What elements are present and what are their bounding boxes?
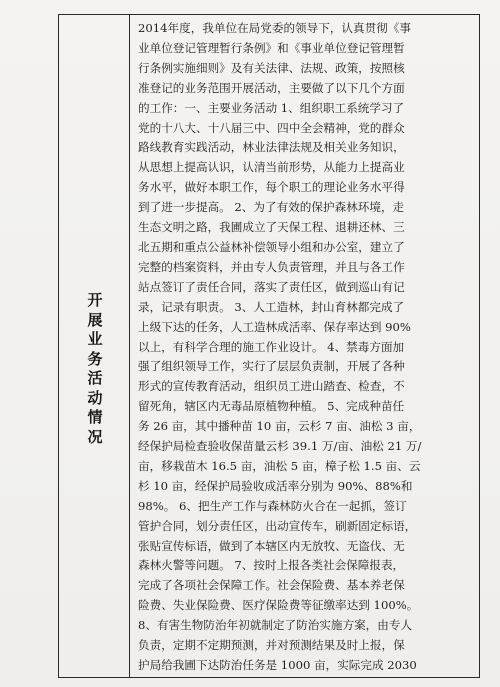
- body-line: 录，记录有职责。 3、人工造林，封山育林都完成了: [138, 299, 405, 314]
- body-line: 险费、失业保险费、医疗保险费等征缴率达到 100%。: [138, 598, 419, 613]
- body-line: 98%。 6、把生产工作与森林防火合在一起抓，签订: [138, 498, 407, 513]
- body-line: 形式的宣传教育活动，组织员工进山踏查、检查，不: [138, 379, 405, 394]
- content-cell: [130, 15, 479, 677]
- body-line: 杉 10 亩，经保护局验收成活率分别为 90%、88%和: [138, 478, 413, 493]
- body-line: 从思想上提高认识，认清当前形势，从能力上提高业: [138, 160, 405, 175]
- body-line: 2014年度，我单位在局党委的领导下，认真贯彻《事: [138, 21, 411, 35]
- body-line: 护局给我圃下达防治任务是 1000 亩，实际完成 2030: [138, 658, 417, 672]
- body-line: 以上，有科学合理的施工作业设计。 4、禁毒方面加: [138, 339, 405, 354]
- body-line: 留死角，辖区内无毒品原植物种植。 5、完成种苗任: [138, 399, 405, 414]
- body-line: 完整的档案资料，并由专人负责管理，并且与各工作: [138, 259, 405, 274]
- body-line: 路线教育实践活动，林业法律法规及相关业务知识，: [138, 140, 405, 155]
- body-line: 负责，定期不定期预测，并对预测结果及时上报，保: [138, 638, 405, 653]
- section-label: 开展业务活动情况: [87, 291, 103, 446]
- body-line: 经保护局检查验收保苗量云杉 39.1 万/亩、油松 21 万/: [138, 439, 422, 454]
- body-line: 张贴宣传标语，做到了本辖区内无放牧、无盗伐、无: [138, 538, 405, 553]
- body-line: 上级下达的任务，人工造林成活率、保存率达到 90%: [138, 319, 411, 334]
- body-line: 生态文明之路，我圃成立了天保工程、退耕还林、三: [138, 220, 405, 235]
- body-line: 行条例实施细则》及有关法律、法规、政策，按照核: [138, 60, 405, 75]
- body-line: 准登记的业务范围开展活动，主要做了以下几个方面: [138, 80, 405, 95]
- body-line: 强了组织领导工作，实行了层层负责制，开展了各种: [138, 359, 405, 374]
- body-line: 完成了各项社会保障工作。社会保险费、基本养老保: [138, 578, 405, 593]
- form-table: [58, 14, 480, 678]
- body-line: 站点签订了责任合同，落实了责任区，做到巡山有记: [138, 279, 405, 294]
- body-line: 务水平，做好本职工作，每个职工的理论业务水平得: [138, 180, 405, 195]
- body-line: 的工作：一、主要业务活动 1、组织职工系统学习了: [138, 100, 405, 115]
- body-line: 管护合同，划分责任区，出动宣传车，刷新固定标语，: [138, 518, 417, 533]
- label-cell: [59, 15, 130, 677]
- body-line: 亩，移栽苗木 16.5 亩，油松 5 亩，樟子松 1.5 亩、云: [138, 458, 421, 473]
- body-line: 业单位登记管理暂行条例》和《事业单位登记管理暂: [138, 40, 405, 55]
- body-line: 北五期和重点公益林补偿领导小组和办公室，建立了: [138, 239, 405, 254]
- body-line: 务 26 亩，其中播种苗 10 亩，云杉 7 亩、油松 3 亩，: [138, 419, 421, 434]
- body-line: 党的十八大、十八届三中、四中全会精神，党的群众: [138, 120, 405, 135]
- body-text: [138, 19, 471, 676]
- body-line: 8、有害生物防治年初就制定了防治实施方案，由专人: [138, 618, 413, 633]
- body-line: 森林火警等问题。 7、按时上报各类社会保障报表，: [138, 558, 405, 573]
- body-line: 到了进一步提高。 2、为了有效的保护森林环境，走: [138, 200, 405, 215]
